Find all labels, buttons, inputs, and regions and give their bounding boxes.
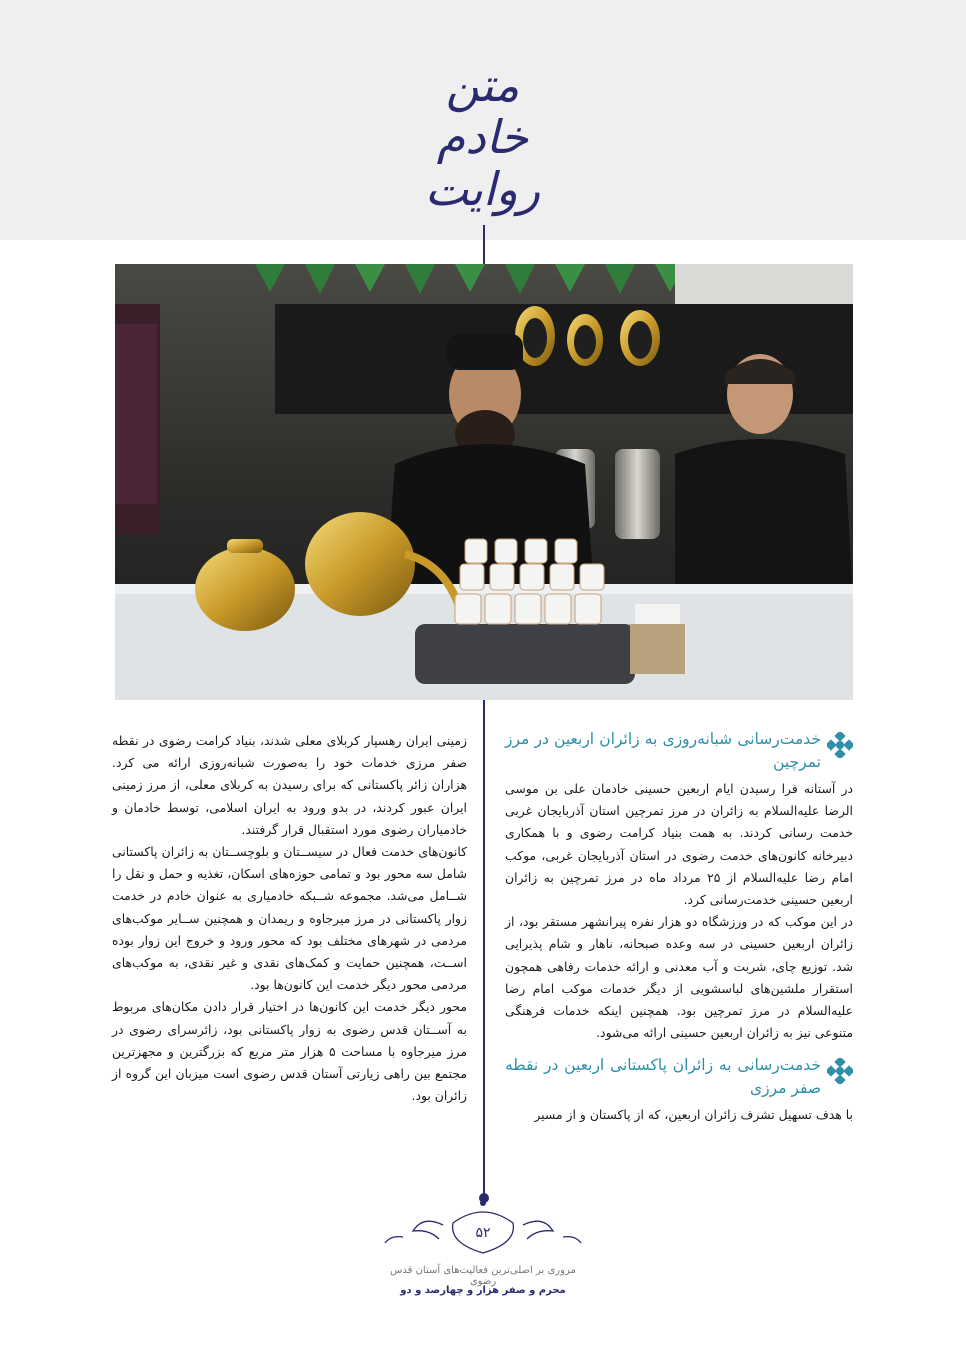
left-paragraph-1: زمینی ایران رهسپار کربلای معلی شدند، بنیاد کرامت رضوی در نقطه صفر مرزی خدمات خود را به‌صورت شبانه‌روزی ارائه می کرد. هزاران زائر پاکستانی که برای رسیدن به کربلای معلی، از مرز زمینی ایران عبور کردند، در بدو ورود به ایران اسلامی، توسط خادمان و خادمیاران رضوی مورد استقبال قرار گرفتند. <box>112 733 467 837</box>
divider-line-top <box>483 225 485 265</box>
section-logo <box>395 58 570 216</box>
logo-line-1: متن <box>445 58 520 112</box>
page-number: ۵۲ <box>475 1225 491 1241</box>
footer-date: محرم و صفر هزار و چهارصد و دو <box>400 1285 566 1296</box>
right-paragraph-2: در این موکب که در ورزشگاه دو هزار نفره پیرانشهر مستقر بود، از زائران اربعین حسینی در سه وعده صبحانه، ناهار و شام پذیرایی شد. توزیع چای، شربت و آب معدنی و ارائه خدمات رفاهی همچون استقرار ملشین‌های لباسشویی از دیگر خدمات موکب امام رضا علیه‌السلام در مرز تمرچین بود. همچنین اینکه خدمات فرهنگی متنوعی نیز به زائران اربعین حسینی ارائه می‌شود. <box>505 914 853 1041</box>
right-column <box>505 728 853 1127</box>
left-paragraph-2: کانون‌های خدمت فعال در سیســتان و بلوچســتان به زائران پاکستانی شامل سه محور بود و تمامی حوزه‌های اسکان، تغذیه و حمل و نقل را شــامل می‌شد. مجموعه شــبکه خادمیاری به عنوان خادم در خدمت زوار پاکستانی در مرز میرجاوه و ریمدان و همچنین ســایر موکب‌های مردمی در شهرهای مختلف بود که محور ورود و خروج این زوار بوده اســت، همچنین حمایت و کمک‌های نقدی و غیر نقدی، به موکب‌های مردمی محور دیگر خدمت این کانون‌ها بود. <box>112 844 467 993</box>
logo-line-2: خادم <box>436 110 529 164</box>
left-column <box>112 730 467 1107</box>
left-paragraph-3: محور دیگر خدمت این کانون‌ها در اختیار قرار دادن مکان‌های مربوط به آســتان قدس رضوی به زوار پاکستانی بود، زائرسرای رضوی در مرز میرجاوه با مساحت ۵ هزار متر مربع که بزرگترین و مجهزترین مجتمع بین راهی زیارتی آستان قدس رضوی است میزبان این گروه از زائران بود. <box>112 999 467 1104</box>
footer-subtitle: مروری بر اصلی‌ترین فعالیت‌های آستان قدس رضوی <box>390 1265 576 1287</box>
heading-1-text: خدمت‌رسانی شبانه‌روزی به زائران اربعین در مرز تمرچین <box>505 730 821 771</box>
right-paragraph-1: در آستانه فرا رسیدن ایام اربعین حسینی خادمان علی بن موسی الرضا علیه‌السلام به زائران در مرز تمرچین استان آذربایجان غربی خدمت رسانی کردند. به همت بنیاد کرامت رضوی و با همکاری دبیرخانه کانون‌های خدمت رضوی در استان آذربایجان غربی، موکب امام رضا علیه‌السلام از ۲۵ مرداد ماه در مرز تمرچین به زائران اربعین حسینی خدمت‌رسانی کرد. <box>505 781 853 908</box>
page-footer <box>383 1195 583 1325</box>
right-paragraph-3: با هدف تسهیل تشرف زائران اربعین، که از پاکستان و از مسیر <box>534 1107 853 1123</box>
section-heading-1 <box>505 728 853 774</box>
tea-service-photo <box>115 264 853 700</box>
heading-2-text: خدمت‌رسانی به زائران پاکستانی اربعین در نقطه صفر مرزی <box>505 1056 821 1098</box>
divider-line-columns <box>483 700 485 1200</box>
ornament-icon <box>827 1058 853 1084</box>
section-heading-2 <box>505 1054 853 1100</box>
ornament-icon <box>827 732 853 758</box>
logo-line-3: روایت <box>424 162 541 216</box>
